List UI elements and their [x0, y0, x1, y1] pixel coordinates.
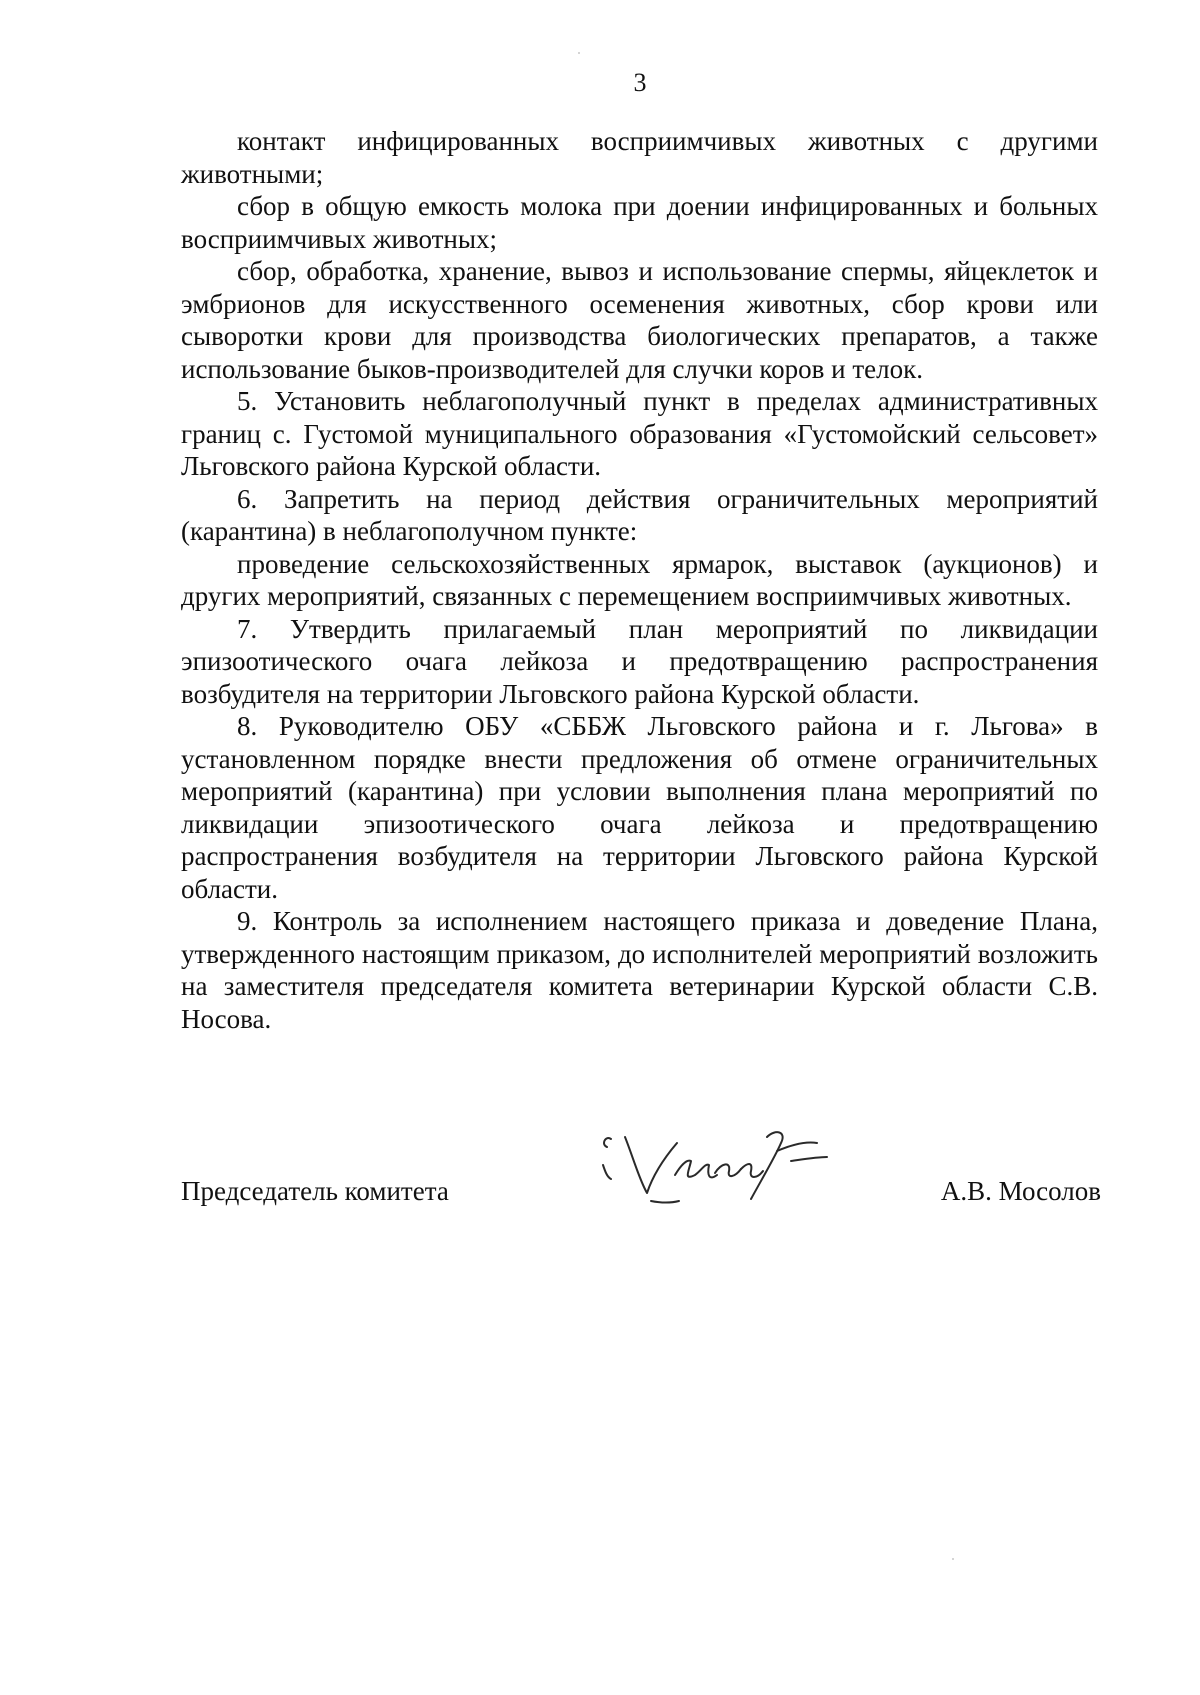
signer-title: Председатель комитета [181, 1176, 449, 1206]
scan-speck [578, 52, 580, 54]
paragraph: контакт инфицированных восприимчивых животных с другими животными; [181, 126, 1098, 189]
signature-block [181, 1175, 1101, 1295]
signer-name: А.В. Мосолов [940, 1176, 1101, 1206]
scan-speck [952, 1558, 954, 1560]
paragraph: проведение сельскохозяйственных ярмарок, выставок (аукционов) и других мероприятий, связанных с перемещением восприимчивых животных. [181, 548, 1098, 611]
paragraph: сбор, обработка, хранение, вывоз и использование спермы, яйцеклеток и эмбрионов для искусственного осеменения животных, сбор крови или сыворотки крови для производства биологических препаратов, а также использование быков-производителей для случки коров и телок. [181, 256, 1098, 384]
paragraph: 7. Утвердить прилагаемый план мероприятий по ликвидации эпизоотического очага лейкоза и предотвращению распространения возбудителя на территории Льговского района Курской области. [181, 613, 1098, 709]
paragraph: 9. Контроль за исполнением настоящего приказа и доведение Плана, утвержденного настоящим приказом, до исполнителей мероприятий возложить на заместителя председателя комитета ветеринарии Курской области С.В. Носова. [181, 906, 1098, 1034]
handwritten-signature [591, 1117, 851, 1212]
paragraph: сбор в общую емкость молока при доении инфицированных и больных восприимчивых животных; [181, 191, 1098, 254]
document-body [181, 125, 1098, 1035]
paragraph: 8. Руководителю ОБУ «СББЖ Льговского района и г. Льгова» в установленном порядке внести предложения об отмене ограничительных мероприятий (карантина) при условии выполнения плана мероприятий по ликвидации эпизоотического очага лейкоза и предотвращению распространения возбудителя на территории Льговского района Курской области. [181, 711, 1098, 904]
paragraph: 5. Установить неблагополучный пункт в пределах административных границ с. Густомой муниципального образования «Густомойский сельсовет» Льговского района Курской области. [181, 386, 1098, 481]
paragraph: 6. Запретить на период действия ограничительных мероприятий (карантина) в неблагополучном пункте: [181, 483, 1098, 546]
page-number: 3 [633, 68, 647, 97]
